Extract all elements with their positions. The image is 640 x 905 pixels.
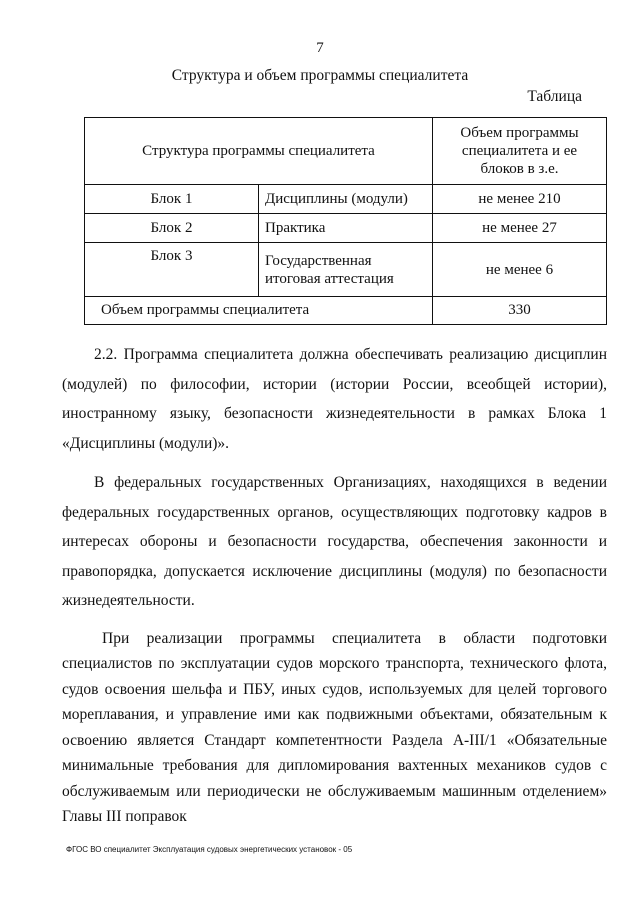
block-volume-cell: не менее 210 [433, 185, 607, 214]
table-total-row [85, 297, 607, 325]
table-title: Структура и объем программы специалитета [171, 67, 469, 84]
total-value-cell: 330 [433, 297, 607, 325]
header-volume-cell [433, 118, 607, 185]
header-volume-text: Объем программы специалитета и ее блоков в з.е. [460, 125, 579, 177]
table-row [85, 185, 607, 214]
body-text [62, 340, 607, 840]
block-cell: Блок 3 [85, 243, 259, 297]
block-cell: Блок 2 [85, 214, 259, 243]
block-volume-cell: не менее 6 [433, 243, 607, 297]
table-row [85, 214, 607, 243]
block-name-cell: Дисциплины (модули) [259, 185, 433, 214]
table-row [85, 243, 607, 297]
block-name-cell: Практика [259, 214, 433, 243]
table-header-row [85, 118, 607, 185]
page-number: 7 [316, 40, 324, 56]
header-structure-cell: Структура программы специалитета [85, 118, 433, 185]
paragraph: При реализации программы специалитета в области подготовки специалистов по эксплуатации судов морского транспорта, технического флота, судов освоения шельфа и ПБУ, иных судов, используемых для целей торгового мореплавания, и управление ими как подвижными объектами, обязательным к освоению является Стандарт компетентности Раздела A-III/1 «Обязательные минимальные требования для дипломирования вахтенных механиков судов с обслуживаемым или периодически не обслуживаемым машинным отделением» Главы III поправок [62, 629, 607, 825]
paragraph: 2.2. Программа специалитета должна обеспечивать реализацию дисциплин (модулей) по философии, истории (истории России, всеобщей истории), иностранному языку, безопасности жизнедеятельности в рамках Блока 1 «Дисциплины (модули)». [62, 346, 607, 452]
program-structure-table [84, 117, 607, 325]
block-volume-cell: не менее 27 [433, 214, 607, 243]
table-label: Таблица [527, 88, 582, 105]
block-cell: Блок 1 [85, 185, 259, 214]
block-name-cell: Государственная итоговая аттестация [259, 243, 433, 297]
total-label-cell: Объем программы специалитета [85, 297, 433, 325]
paragraph: В федеральных государственных Организациях, находящихся в ведении федеральных государственных органов, осуществляющих подготовку кадров в интересах обороны и безопасности государства, обеспечения законности и правопорядка, допускается исключение дисциплины (модуля) по безопасности жизнедеятельности. [62, 474, 607, 609]
page-footer: ФГОС ВО специалитет Эксплуатация судовых энергетических установок - 05 [66, 845, 353, 854]
